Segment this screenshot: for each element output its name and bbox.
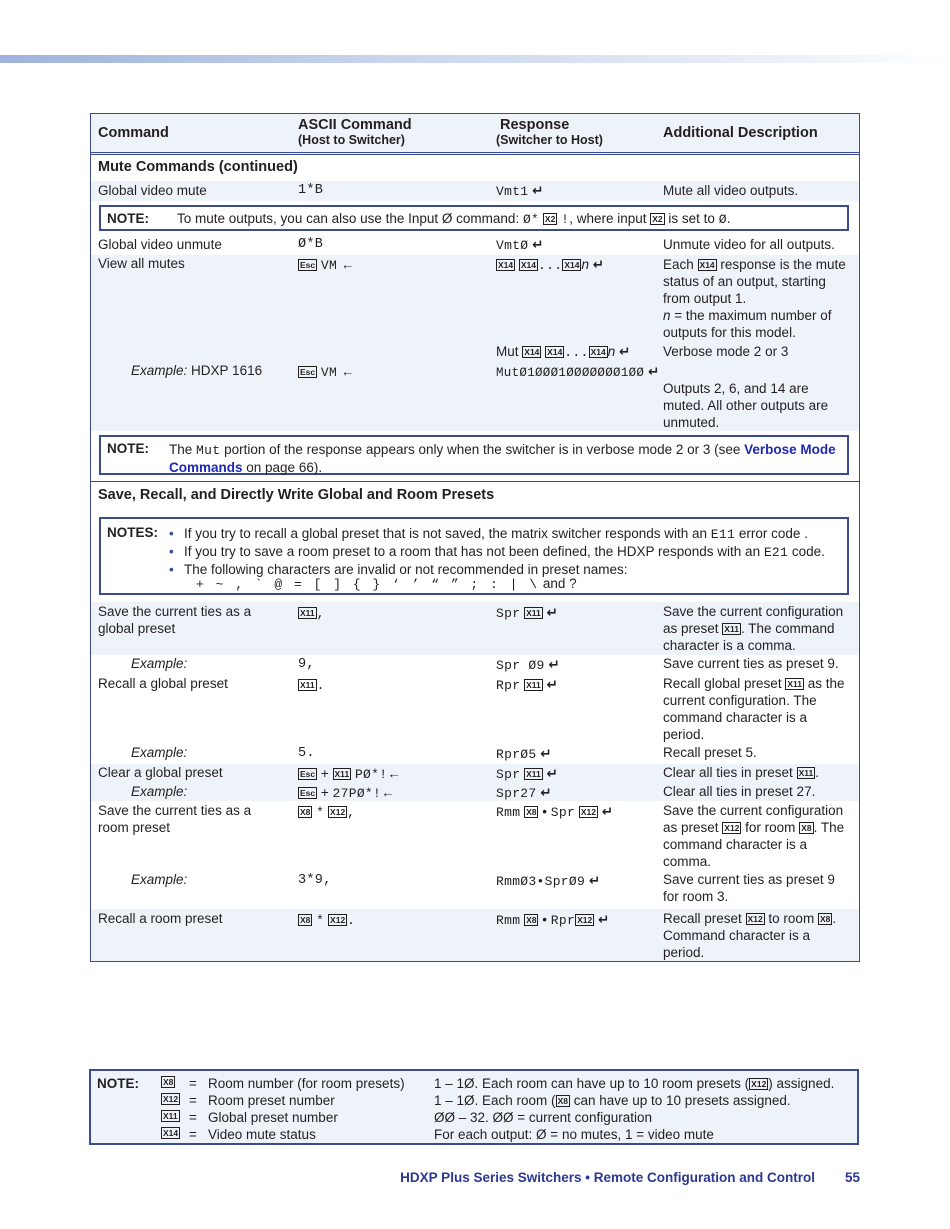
global-mute-command: Global video mute [98, 183, 207, 198]
var-x11: X11 [334, 769, 350, 779]
save-room-response-b: Spr [550, 805, 576, 820]
legend-eq: = [189, 1076, 197, 1091]
esc-key: Esc [300, 788, 316, 798]
global-mute-response [496, 182, 666, 200]
save-room-ascii-end: , [347, 805, 356, 820]
notes-list [169, 525, 825, 578]
save-global-desc [663, 603, 848, 654]
clear-global-desc [663, 764, 853, 781]
recall-global-ascii [298, 676, 488, 694]
enter-icon: ↵ [601, 804, 614, 819]
note-cmd-end: ! [561, 212, 570, 227]
example-response-text: MutØ1ØØØ1ØØØØØØØ1ØØ [496, 366, 645, 380]
save-room-desc [663, 802, 848, 870]
note-text [177, 211, 731, 227]
note2-text-a: The [169, 442, 197, 457]
global-mute-desc: Mute all video outputs. [663, 183, 799, 198]
recall-room-response-b: Rpr [550, 913, 576, 928]
invalid-chars-list: + ~ , ` @ = [ ] { } ‘ ’ “ ” ; : | \ [196, 577, 540, 592]
response-dots: ... [564, 345, 589, 360]
global-unmute-response [496, 236, 666, 254]
recall-global-command: Recall a global preset [98, 676, 228, 691]
view-mutes-ascii-text: VM [320, 258, 338, 273]
bullet: • [542, 804, 547, 819]
enter-icon: ↵ [588, 873, 601, 888]
footer-title: HDXP Plus Series Switchers • Remote Configuration and Control [400, 1170, 815, 1185]
arrow-icon: ← [340, 257, 355, 272]
arrow-icon: ← [387, 766, 401, 781]
header-ascii [298, 117, 412, 147]
save-room-ascii [298, 803, 488, 821]
variable-legend [89, 1069, 859, 1145]
global-unmute-ascii: Ø*B [298, 237, 324, 252]
save-room-desc-b: for room [741, 820, 800, 835]
enter-icon: ↵ [532, 183, 544, 198]
table-header [91, 114, 859, 155]
verbose-prefix: Mut [496, 344, 519, 359]
invalid-chars-end: and ? [542, 576, 577, 591]
legend-desc [434, 1076, 834, 1091]
var-x8: X8 [300, 915, 311, 925]
global-mute-response-text: Vmt1 [496, 184, 529, 199]
example-desc: Outputs 2, 6, and 14 are muted. All other outputs are unmuted. [663, 381, 829, 430]
enter-icon: ↵ [592, 257, 605, 272]
recall-global-example [131, 744, 291, 761]
var-x8: X8 [526, 807, 537, 817]
notes-b2-a: If you try to save a room preset to a room that has not been defined, the HDXP responds with an [184, 544, 764, 559]
recall-global-response [496, 676, 666, 694]
header-response [496, 117, 603, 147]
legend-name: Room number (for room presets) [208, 1076, 405, 1091]
global-mute-ascii: 1*B [298, 183, 324, 198]
example-label: Example: [131, 363, 188, 378]
response-dots: ... [538, 258, 563, 273]
recall-room-response-a: Rmm [496, 913, 521, 928]
recall-room-response [496, 911, 666, 929]
save-global-response [496, 604, 666, 622]
enter-icon: ↵ [619, 344, 631, 359]
enter-icon: ↵ [597, 912, 610, 927]
enter-icon: ↵ [532, 237, 544, 252]
var-x11: X11 [526, 680, 541, 690]
legend-eq: = [189, 1093, 197, 1108]
note-verbose-text [169, 441, 849, 476]
page-footer [400, 1170, 860, 1185]
legend-var: X8 [163, 1077, 174, 1087]
clear-global-ascii-mid: PØ*! [354, 767, 388, 782]
clear-global-ex-response [496, 784, 666, 802]
recall-room-ascii [298, 911, 488, 929]
save-room-ex-response [496, 872, 666, 890]
enter-icon: ↵ [540, 785, 552, 800]
star: * [316, 913, 325, 928]
var-x8: X8 [300, 807, 311, 817]
var-x2: X2 [544, 214, 556, 224]
save-room-ex-response-text: RmmØ3•SprØ9 [496, 874, 586, 889]
enter-icon: ↵ [546, 605, 558, 620]
note-text-b: , where input [569, 211, 651, 226]
section-divider [91, 481, 859, 482]
clear-global-desc-a: Clear all ties in preset [663, 765, 797, 780]
recall-room-desc [663, 910, 848, 961]
legend-row [91, 1127, 857, 1144]
view-mutes-response [496, 256, 666, 274]
var-x8: X8 [819, 914, 831, 924]
var-x12: X12 [330, 807, 346, 817]
var-x14: X14 [498, 260, 514, 270]
var-x14: X14 [564, 260, 580, 270]
notes-b1-b: error code . [735, 526, 808, 541]
clear-global-ex-ascii-text: 27PØ*! [332, 786, 382, 801]
recall-global-ex-ascii: 5. [298, 746, 315, 761]
save-room-example [131, 871, 291, 888]
recall-global-desc-a: Recall global preset [663, 676, 786, 691]
recall-room-ascii-end: . [347, 913, 356, 928]
enter-icon: ↵ [546, 766, 558, 781]
legend-eq: = [189, 1127, 197, 1142]
legend-desc [434, 1093, 791, 1108]
notes-item [169, 525, 825, 543]
header-gradient-bar [0, 55, 950, 63]
note-verbose [99, 435, 849, 475]
legend-name: Room preset number [208, 1093, 335, 1108]
example-label: Example: [131, 784, 188, 799]
example-ascii-text: VM [320, 365, 338, 380]
var-x8: X8 [801, 823, 812, 833]
esc-key: Esc [300, 769, 316, 779]
arrow-icon: ← [381, 785, 395, 800]
note-text-d: . [726, 211, 731, 226]
view-mutes-desc-b: response is the mute status of an output, starting from output 1. [663, 257, 846, 306]
esc-key: Esc [300, 260, 316, 270]
var-x14: X14 [520, 260, 537, 270]
var-x14: X14 [699, 260, 715, 270]
enter-icon: ↵ [540, 746, 552, 761]
legend-desc-var: X12 [751, 1079, 767, 1089]
section-title-mute: Mute Commands (continued) [98, 159, 298, 175]
note2-text-c: on page 66). [242, 460, 323, 475]
notes-b2-b: code. [788, 544, 825, 559]
legend-desc-a: 1 – 1Ø. Each room ( [434, 1093, 556, 1108]
example-response [496, 363, 666, 382]
header-description: Additional Description [663, 125, 818, 141]
save-room-command: Save the current ties as a room preset [98, 803, 252, 835]
var-x11: X11 [526, 769, 541, 779]
legend-var: X12 [163, 1094, 179, 1104]
bullet: • [542, 912, 547, 927]
save-room-ex-desc: Save current ties as preset 9 for room 3. [663, 872, 835, 904]
save-global-ex-response [496, 656, 666, 674]
var-x8: X8 [526, 915, 537, 925]
verbose-mode-link[interactable]: Verbose Mode Commands [169, 442, 836, 475]
clear-global-ascii: Esc + X11 PØ*!← [300, 766, 401, 782]
view-mutes-desc-a: Each [663, 257, 698, 272]
view-mutes-desc-c: = the maximum number of outputs for this model. [663, 308, 832, 340]
recall-global-ex-desc: Recall preset 5. [663, 745, 757, 760]
notes-b2-code: E21 [763, 545, 789, 560]
notes-presets [99, 517, 849, 595]
legend-var: X14 [163, 1128, 179, 1138]
notes-b1-a: If you try to recall a global preset that is not saved, the matrix switcher responds with an [184, 526, 711, 541]
legend-eq: = [189, 1110, 197, 1125]
verbose-desc: Verbose mode 2 or 3 [663, 344, 789, 359]
note-cmd: Ø* [522, 212, 540, 227]
var-x11: X11 [526, 608, 541, 618]
save-global-response-text: Spr [496, 606, 521, 621]
legend-desc-var: X8 [557, 1096, 568, 1106]
var-x11: X11 [724, 624, 739, 634]
recall-global-desc [663, 675, 848, 743]
n-superscript: n [607, 344, 616, 359]
note2-text-b: portion of the response appears only when the switcher is in verbose mode 2 or 3 (see [220, 442, 745, 457]
save-room-response-a: Rmm [496, 805, 521, 820]
recall-room-desc-a: Recall preset [663, 911, 746, 926]
save-global-ascii-end: , [316, 606, 325, 621]
save-global-ex-desc: Save current ties as preset 9. [663, 656, 839, 671]
legend-row [91, 1110, 857, 1127]
save-global-ex-ascii: 9, [298, 657, 315, 672]
var-x2: X2 [652, 214, 663, 224]
var-x12: X12 [330, 915, 346, 925]
save-global-command: Save the current ties as a global preset [98, 604, 252, 636]
recall-global-ascii-end: . [316, 678, 325, 693]
save-room-response [496, 803, 666, 821]
legend-desc: For each output: Ø = no mutes, 1 = video mute [434, 1127, 714, 1142]
header-response-title: Response [500, 117, 570, 133]
example-label: Example: [131, 872, 188, 887]
example-ascii [298, 363, 488, 381]
clear-global-example [131, 783, 291, 800]
recall-global-ex-response-text: RprØ5 [496, 747, 537, 762]
legend-desc-b: ) assigned. [768, 1076, 835, 1091]
save-room-desc-c: . The command character is a comma. [663, 820, 845, 869]
legend-name: Global preset number [208, 1110, 338, 1125]
notes-item [169, 543, 825, 561]
global-unmute-command: Global video unmute [98, 237, 222, 252]
example-model: HDXP 1616 [191, 363, 263, 378]
recall-global-desc-b: as the current configuration. The command character is a period. [663, 676, 845, 742]
save-global-ex-response-text: Spr Ø9 [496, 658, 545, 673]
var-x14: X14 [524, 347, 540, 357]
verbose-response [496, 343, 666, 361]
legend-desc: ØØ – 32. ØØ = current configuration [434, 1110, 652, 1125]
legend-desc-a: 1 – 1Ø. Each room can have up to 10 room presets ( [434, 1076, 750, 1091]
var-x12: X12 [580, 807, 596, 817]
example-label: Example: [131, 745, 188, 760]
clear-global-ex-desc: Clear all ties in preset 27. [663, 784, 816, 799]
note-zero: Ø [718, 212, 727, 227]
legend-row [91, 1076, 857, 1093]
arrow-icon: ← [340, 364, 355, 379]
legend-label: NOTE: [97, 1076, 139, 1091]
var-x11: X11 [798, 768, 814, 778]
recall-global-ex-response [496, 745, 666, 763]
var-x11: X11 [787, 679, 802, 689]
save-global-example [131, 655, 291, 672]
recall-room-command: Recall a room preset [98, 911, 223, 926]
clear-global-response-text: Spr [496, 767, 521, 782]
clear-global-response [496, 765, 666, 783]
global-unmute-response-text: VmtØ [496, 238, 529, 253]
enter-icon: ↵ [548, 657, 560, 672]
legend-row [91, 1093, 857, 1110]
recall-global-response-text: Rpr [496, 678, 521, 693]
var-x12: X12 [747, 914, 763, 924]
view-mutes-ascii [298, 256, 488, 274]
note-label: NOTE: [107, 211, 149, 226]
header-response-sub: (Switcher to Host) [496, 133, 603, 147]
legend-var: X11 [163, 1111, 178, 1121]
view-mutes-example [131, 362, 291, 379]
notes-b3: The following characters are invalid or not recommended in preset names: [184, 562, 628, 577]
save-global-ascii [298, 604, 488, 622]
save-global-desc-b: . The command character is a comma. [663, 621, 835, 653]
page-number: 55 [844, 1170, 860, 1185]
clear-global-desc-b: . [815, 765, 819, 780]
note-text-a: To mute outputs, you can also use the Input Ø command: [177, 211, 523, 226]
clear-global-command: Clear a global preset [98, 765, 223, 780]
recall-room-desc-c: . Command character is a period. [663, 911, 837, 960]
legend-name: Video mute status [208, 1127, 316, 1142]
recall-room-desc-b: to room [764, 911, 818, 926]
command-table [90, 113, 860, 962]
note-text-c: is set to [664, 211, 719, 226]
view-mutes-desc [663, 256, 853, 341]
star: * [316, 805, 325, 820]
global-unmute-desc: Unmute video for all outputs. [663, 237, 835, 252]
var-x14: X14 [547, 347, 563, 357]
clear-global-ex-ascii: Esc + 27PØ*!← [300, 785, 395, 801]
example-label: Example: [131, 656, 188, 671]
note-label: NOTE: [107, 441, 149, 456]
var-x12: X12 [577, 915, 593, 925]
header-command: Command [98, 125, 169, 141]
enter-icon: ↵ [648, 364, 660, 379]
legend-desc-b: can have up to 10 presets assigned. [569, 1093, 791, 1108]
view-mutes-command: View all mutes [98, 256, 185, 271]
desc-n: n [663, 308, 671, 323]
notes-label: NOTES: [107, 525, 159, 540]
esc-key: Esc [300, 367, 316, 377]
save-global-desc-a: Save the current configuration as preset [663, 604, 844, 636]
clear-global-ex-response-text: Spr27 [496, 786, 537, 801]
var-x12: X12 [724, 823, 740, 833]
var-x11: X11 [300, 608, 315, 618]
note2-mono: Mut [196, 443, 221, 458]
section-title-presets: Save, Recall, and Directly Write Global and Room Presets [98, 487, 495, 503]
var-x14: X14 [590, 347, 606, 357]
save-room-desc-a: Save the current configuration as preset [663, 803, 844, 835]
header-ascii-title: ASCII Command [298, 117, 412, 133]
n-superscript: n [581, 257, 589, 272]
note-mute-input [99, 205, 849, 231]
header-ascii-sub: (Host to Switcher) [298, 133, 405, 147]
notes-b1-code: E11 [710, 527, 736, 542]
invalid-chars [196, 576, 577, 592]
var-x11: X11 [300, 680, 315, 690]
enter-icon: ↵ [546, 677, 558, 692]
save-room-ex-ascii: 3*9, [298, 873, 332, 888]
